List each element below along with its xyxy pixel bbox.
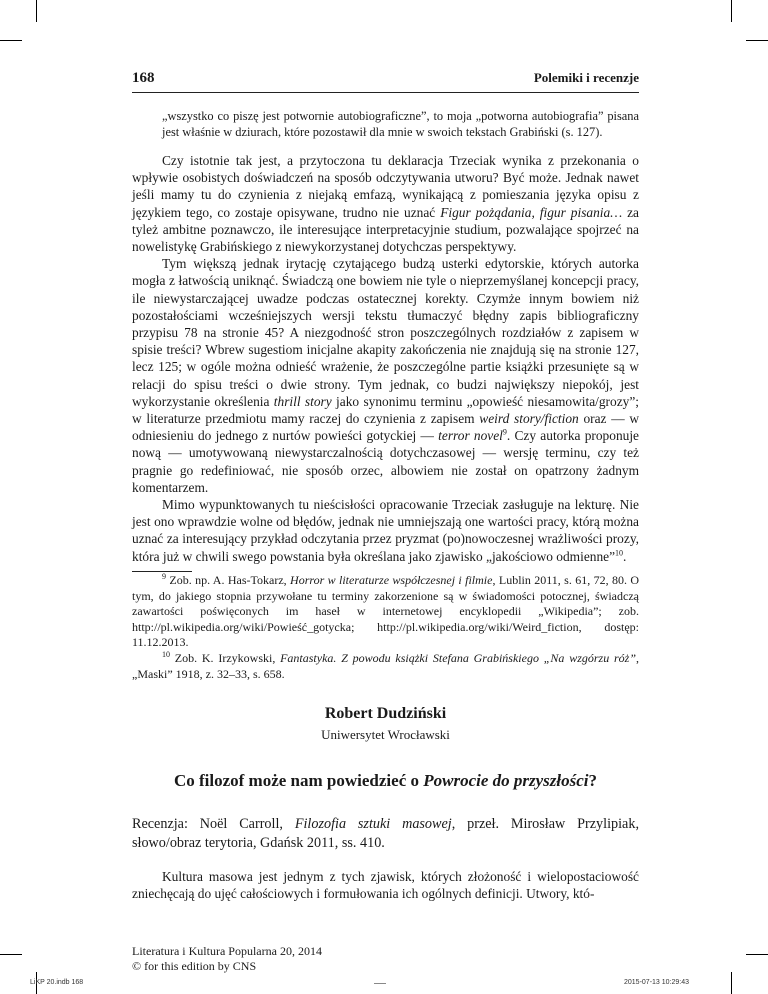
- review-author: Robert Dudziński: [324, 705, 447, 722]
- footnote: $^9$ Zob. np. A. Has-Tokarz, Horror w literaturze współczesnej i filmie, Lublin 2011, s. 61, 72, 80. O tym, do jakiego stopnia przywołane tu terminy zakorzenione są w świadomości potocznej, świadczą zawartości poświęconych im haseł w internetowej encyklopedii „Wikipedia”; zob. http://pl.wikipedia.org/wiki/Powieść_gotycka; http://pl.wikipedia.org/wiki/Weird_fiction, dostęp: 11.12.2013.: [132, 572, 640, 650]
- paragraph: Mimo wypunktowanych tu nieścisłości opracowanie Trzeciak zasługuje na lekturę. Nie jest ono wprawdzie wolne od błędów, jednak nie umniejszają one wartości pracy, którą można uznać za interesujący przykład odczytania przez pryzmat (po)nowoczesnej wrażliwości prozy, która już w chwili swego powstania była określana jako zjawisko „jakościowo odmienne”$^{10}$.: [132, 497, 639, 564]
- crop-mark: [746, 954, 768, 955]
- body-text: [132, 152, 639, 565]
- crop-mark: [731, 972, 732, 994]
- review-affiliation: Uniwersytet Wrocławski: [321, 727, 450, 742]
- journal-info: Literatura i Kultura Popularna 20, 2014: [132, 944, 322, 958]
- print-slug-file: LiKP 20.indb 168: [30, 979, 84, 986]
- footnote: $^{10}$ Zob. K. Irzykowski, Fantastyka. Z powodu książki Stefana Grabińskiego „Na wzgórzu róż”, „Maski” 1918, z. 32–33, s. 658.: [132, 649, 639, 681]
- review-intro: Kultura masowa jest jednym z tych zjawisk, których złożoność i wielopostaciowość zniechęcają do ujęć całościowych i formułowania ich ogólnych definicji. Utwory, któ-: [132, 869, 639, 902]
- paragraph: Tym większą jednak irytację czytającego budzą usterki edytorskie, których autorka mogła z łatwością uniknąć. Świadczą one bowiem nie tyle o nieprzemyślanej koncepcji pracy, ile niewystarczającej uwadze podczas ostatecznej korekty. Czymże innym bowiem niż pozostałościami wcześniejszych wersji tekstu tłumaczyć błędny zapis bibliograficzny przypisu 78 na stronie 45? A niezgodność stron poszczególnych rozdziałów z zapisem w spisie treści? Wbrew sugestiom inicjalne akapity zakończenia nie znajdują się na stronie 127, lecz 125; w ogóle można odnieść wrażenie, że poszczególne partie książki przesunięte są w relacji do spisu treści o dwie strony. Tym jednak, co budzi największy niepokój, jest wykorzystanie określenia thrill story jako synonimu terminu „opowieść niesamowita/grozy”; w literaturze przedmiotu mamy raczej do czynienia z zapisem weird story/fiction oraz — w odniesieniu do jednego z nurtów powieści gotyckiej — terror novel$^9$. Czy autorka proponuje nową — umotywowaną niewystarczalnością dotychczasowej — wersję terminu, czy też pragnie go redefiniować, nie sposób orzec, albowiem nie został on opatrzony żadnym komentarzem.: [132, 256, 640, 495]
- running-title: Polemiki i recenzje: [533, 70, 639, 85]
- quote-line: jest właśnie w dziurach, które pozostawił dla mnie w swoich tekstach Grabiński (s. 127).: [162, 125, 603, 139]
- crop-mark: [731, 0, 732, 22]
- crop-mark: [0, 40, 22, 41]
- page-number: 168: [132, 70, 155, 86]
- review-title: Co filozof może nam powiedzieć o Powrocie do przyszłości?: [173, 771, 598, 790]
- crop-mark: [746, 40, 768, 41]
- footnote-ref: 9: [502, 427, 507, 437]
- paragraph: Czy istotnie tak jest, a przytoczona tu deklaracja Trzeciak wynika z przekonania o wpływie osobistych doświadczeń na sposób odczytywania utworu? Być może. Jednak nawet jeśli mamy tu do czynienia z niejaką emfazą, wynikającą z pomieszania języka opisu z językiem tego, co zostaje opisywane, trudno nie uznać Figur pożądania, figur pisania… za tyleż ambitne poznawczo, ile interesujące interpretacyjnie studium, pozwalające spojrzeć na nowelistykę Grabińskiego z niewykorzystanej dotychczas perspektywy.: [132, 153, 639, 255]
- review-info: Recenzja: Noël Carroll, Filozofia sztuki masowej, przeł. Mirosław Przylipiak, słowo/obraz terytoria, Gdańsk 2011, ss. 410.: [132, 816, 639, 851]
- footnotes: [132, 573, 639, 682]
- print-slug-date: 2015-07-13 10:29:43: [624, 979, 689, 986]
- quote-line: „wszystko co piszę jest potwornie autobiograficzne”, to moja „potworna autobiografia” pisana: [162, 109, 639, 123]
- copyright: © for this edition by CNS: [132, 959, 257, 973]
- crop-mark: [0, 954, 22, 955]
- crop-mark: [36, 0, 37, 22]
- footnote-ref: 10: [615, 548, 624, 558]
- page-footer: [132, 944, 322, 974]
- print-slug-mark: [374, 983, 386, 984]
- header-rule: [132, 92, 639, 93]
- page-header: [132, 70, 639, 90]
- block-quote: [162, 108, 639, 140]
